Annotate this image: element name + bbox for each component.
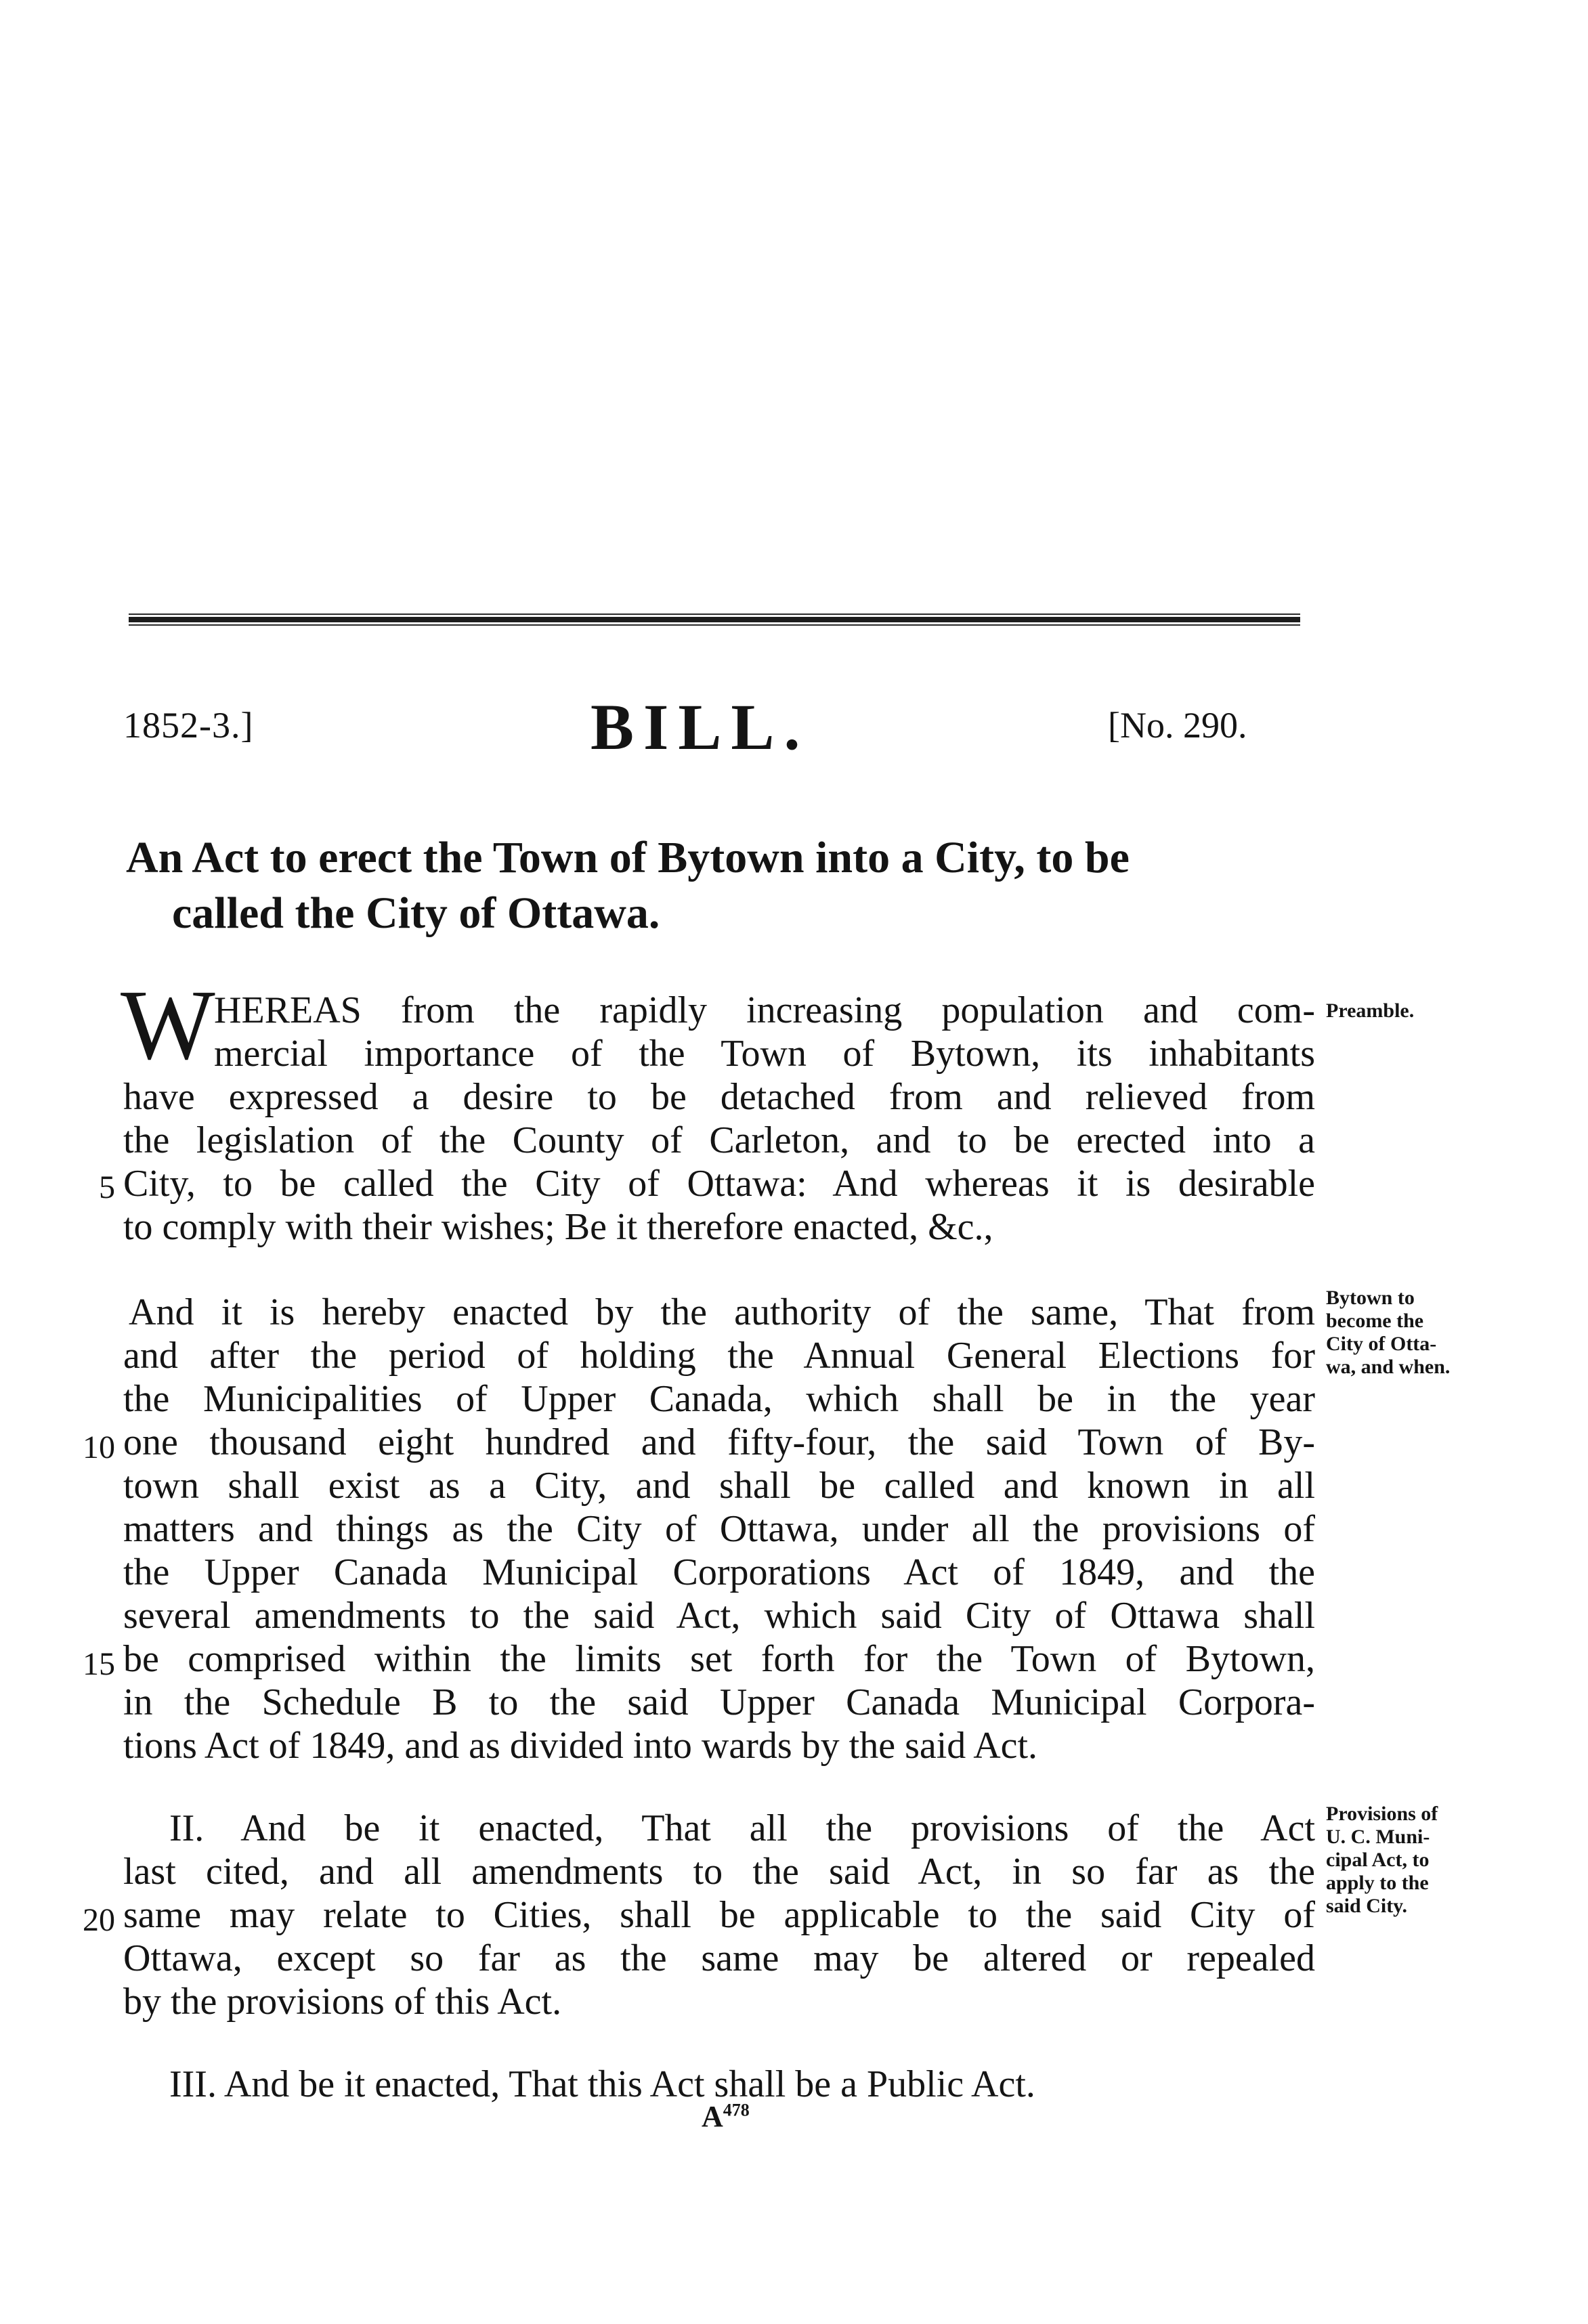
signature-letter: A — [702, 2100, 723, 2133]
bill-number: [No. 290. — [1108, 705, 1247, 746]
margin-note-provisions-line-4: apply to the — [1326, 1872, 1429, 1894]
act-title-line-1: An Act to erect the Town of Bytown into a City, to be — [126, 833, 1130, 882]
margin-note-bytown-line-2: become the — [1326, 1310, 1424, 1332]
preamble-line-4: the legislation of the County of Carleton, and to be erected into a — [123, 1119, 1315, 1161]
section2-line-3: same may relate to Cities, shall be applicable to the said City of — [123, 1894, 1315, 1936]
drop-cap: W — [121, 970, 215, 1081]
section2-line-1: II. And be it enacted, That all the provisions of the Act — [169, 1807, 1315, 1849]
section1-line-6: matters and things as the City of Ottawa, under all the provisions of — [123, 1508, 1315, 1550]
section1-line-2: and after the period of holding the Annual General Elections for — [123, 1335, 1315, 1377]
line-number-5: 5 — [99, 1169, 115, 1205]
section1-line-1: And it is hereby enacted by the authority of the same, That from — [129, 1291, 1315, 1333]
rule-thin-bottom — [129, 624, 1300, 626]
signature-mark — [702, 2099, 750, 2134]
line-number-15: 15 — [83, 1646, 115, 1682]
preamble-line-1: HEREAS from the rapidly increasing population and com- — [214, 989, 1315, 1031]
session-label: 1852-3.] — [123, 705, 254, 746]
margin-note-provisions-line-1: Provisions of — [1326, 1803, 1438, 1825]
section2-line-2: last cited, and all amendments to the said Act, in so far as the — [123, 1851, 1315, 1893]
preamble-line-6: to comply with their wishes; Be it therefore enacted, &c., — [123, 1206, 993, 1248]
line-number-10: 10 — [83, 1429, 115, 1465]
section1-line-5: town shall exist as a City, and shall be called and known in all — [123, 1465, 1315, 1507]
act-title-line-2: called the City of Ottawa. — [172, 888, 660, 938]
section1-line-7: the Upper Canada Municipal Corporations Act of 1849, and the — [123, 1551, 1315, 1593]
rule-thick — [129, 617, 1300, 622]
margin-note-preamble: Preamble. — [1326, 999, 1415, 1022]
margin-note-bytown-line-1: Bytown to — [1326, 1287, 1415, 1309]
margin-note-provisions-line-2: U. C. Muni- — [1326, 1826, 1430, 1848]
rule-thin-top — [129, 614, 1300, 615]
section1-line-11: tions Act of 1849, and as divided into wards by the said Act. — [123, 1725, 1038, 1767]
signature-number: 478 — [723, 2100, 750, 2120]
margin-note-bytown — [1326, 1287, 1495, 1379]
margin-note-provisions-line-5: said City. — [1326, 1895, 1408, 1917]
preamble-line-5: City, to be called the City of Ottawa: And whereas it is desirable — [123, 1163, 1315, 1205]
margin-note-provisions — [1326, 1803, 1495, 1918]
section1-line-10: in the Schedule B to the said Upper Canada Municipal Corpora- — [123, 1681, 1315, 1723]
margin-note-bytown-line-4: wa, and when. — [1326, 1356, 1451, 1378]
section2-line-5: by the provisions of this Act. — [123, 1981, 562, 2023]
section1-line-9: be comprised within the limits set forth for the Town of Bytown, — [123, 1638, 1315, 1680]
preamble-line-3: have expressed a desire to be detached from and relieved from — [123, 1076, 1315, 1118]
margin-note-bytown-line-3: City of Otta- — [1326, 1333, 1437, 1355]
line-number-20: 20 — [83, 1902, 115, 1938]
section2-line-4: Ottawa, except so far as the same may be altered or repealed — [123, 1937, 1315, 1979]
section1-line-8: several amendments to the said Act, which said City of Ottawa shall — [123, 1595, 1315, 1637]
act-title — [126, 830, 1318, 941]
section1-line-4: one thousand eight hundred and fifty-four, the said Town of By- — [123, 1421, 1315, 1463]
section1-line-3: the Municipalities of Upper Canada, which shall be in the year — [123, 1378, 1315, 1420]
bill-title: BILL. — [591, 691, 810, 763]
margin-note-provisions-line-3: cipal Act, to — [1326, 1849, 1430, 1871]
section3-line: III. And be it enacted, That this Act shall be a Public Act. — [169, 2063, 1035, 2105]
preamble-line-2: mercial importance of the Town of Bytown, its inhabitants — [214, 1033, 1315, 1075]
